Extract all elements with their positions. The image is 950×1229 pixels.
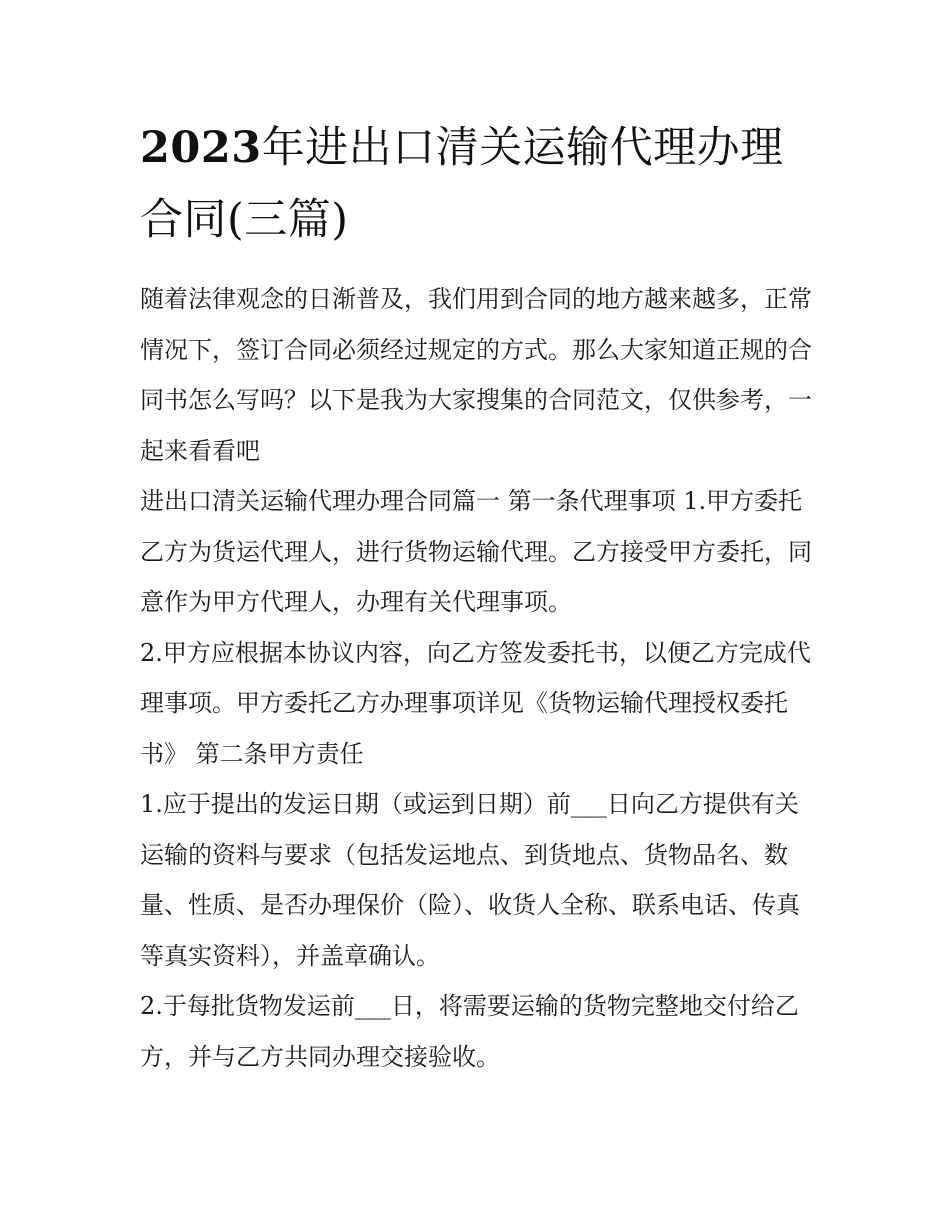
title-year: 2023 — [140, 123, 262, 173]
paragraph-intro: 随着法律观念的日渐普及，我们用到合同的地方越来越多，正常情况下，签订合同必须经过规定的方式。那么大家知道正规的合同书怎么写吗？以下是我为大家搜集的合同范文，仅供参考，一起来看看吧 — [140, 285, 812, 465]
paragraph-item-2: 2.甲方应根据本协议内容，向乙方签发委托书，以便乙方完成代理事项。甲方委托乙方办理事项详见《货物运输代理授权委托书》 第二条甲方责任 — [140, 638, 811, 768]
title-text: 年进出口清关运输代理办理合同(三篇) — [140, 123, 784, 245]
paragraph-party-a-item-1: 1.应于提出的发运日期（或运到日期）前___日向乙方提供有关运输的资料与要求（包括发运地点、到货地点、货物品名、数量、性质、是否办理保价（险）、收货人全称、联系电话、传真等真实资料），并盖章确认。 — [140, 790, 800, 970]
paragraph-party-a-item-2: 2.于每批货物发运前___日，将需要运输的货物完整地交付给乙方，并与乙方共同办理交接验收。 — [140, 992, 799, 1071]
document-title — [140, 112, 820, 256]
document-body — [140, 274, 820, 1082]
paragraph-article-1: 进出口清关运输代理办理合同篇一 第一条代理事项 1.甲方委托乙方为货运代理人，进行货物运输代理。乙方接受甲方委托，同意作为甲方代理人，办理有关代理事项。 — [140, 487, 812, 616]
